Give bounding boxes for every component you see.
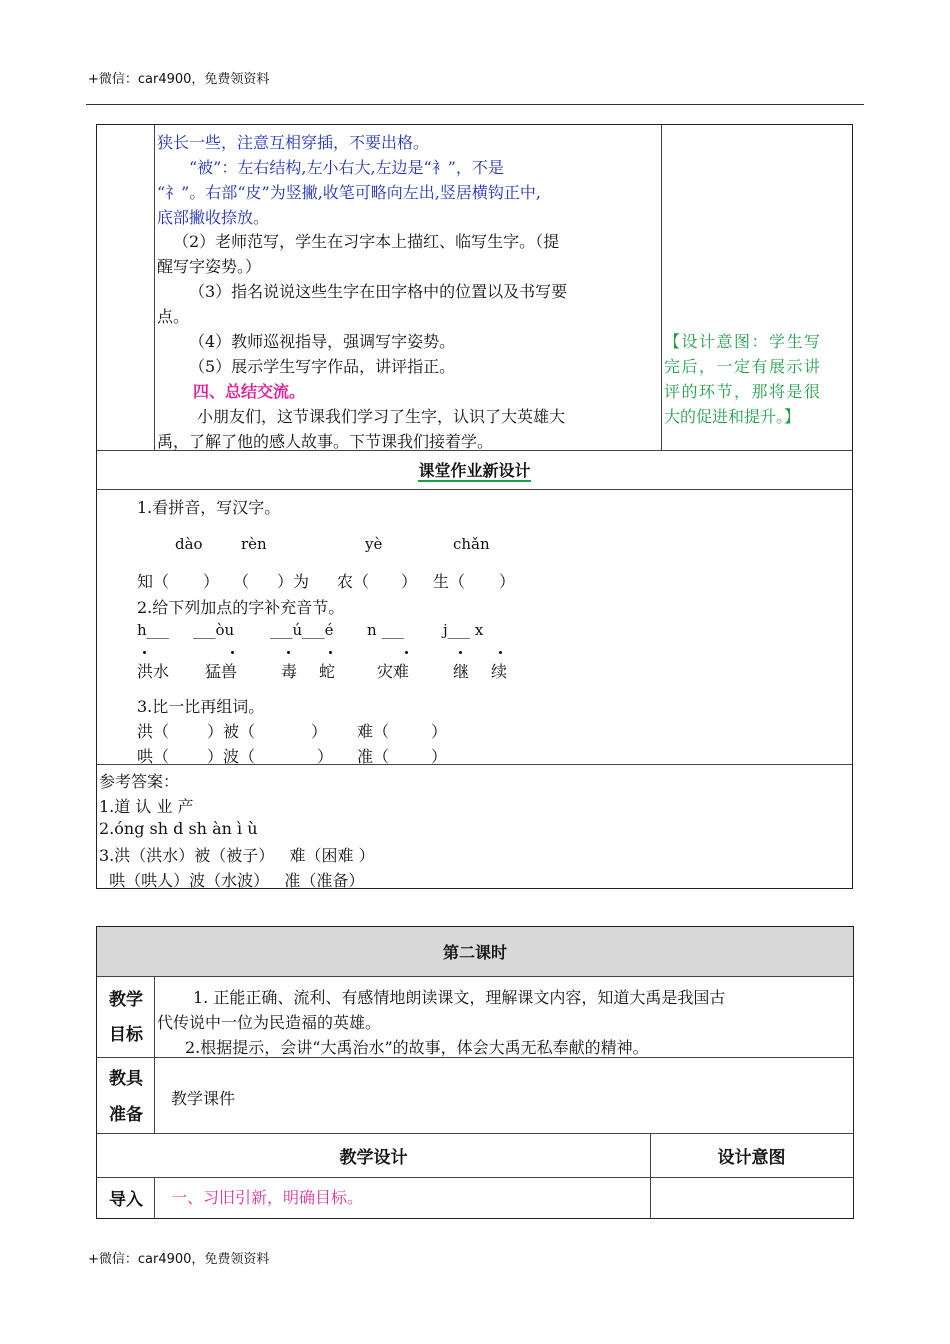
goal-text: 1. 正能正确、流利、有感情地朗读课文，理解课文内容，知道大禹是我国古 <box>193 988 726 1007</box>
design-intent-line: 【设计意图：学生写 <box>664 332 822 351</box>
row-divider <box>97 489 852 490</box>
column-divider <box>661 125 662 451</box>
compare-blank: 哄（ <box>137 747 170 766</box>
goal-label: 教学 <box>109 990 143 1010</box>
design-intent-line: 评的环节，那将是很 <box>664 382 822 401</box>
compare-blank: 难（ <box>357 722 390 741</box>
teaching-step: （4）教师巡视指导，强调写字姿势。 <box>189 332 456 351</box>
word-blank: 生（ <box>433 572 466 591</box>
word-blank: 农（ <box>337 572 370 591</box>
emphasis-dot <box>231 651 234 654</box>
page-header: +微信：car4900，免费领资料 <box>88 72 270 87</box>
summary-text: 小朋友们，这节课我们学习了生字，认识了大英雄大 <box>197 407 566 426</box>
dotted-word: 灾难 <box>377 662 410 681</box>
dotted-word: 蛇 <box>319 662 336 681</box>
compare-blank: 洪（ <box>137 722 170 741</box>
row-divider <box>97 976 853 977</box>
question-2-title: 2.给下列加点的字补充音节。 <box>137 598 345 617</box>
pinyin: yè <box>365 535 383 553</box>
teaching-step: （5）展示学生写字作品，讲评指正。 <box>189 357 456 376</box>
tools-text: 教学课件 <box>171 1089 236 1108</box>
design-intent-line: 大的促进和提升。】 <box>664 407 801 426</box>
compare-blank: ）被（ <box>207 722 256 741</box>
syllable-blank: ___òu <box>193 621 235 639</box>
compare-blank: ） <box>431 722 448 741</box>
dotted-word: 继 <box>453 662 470 681</box>
writing-note-line: “礻”。右部“皮”为竖撇,收笔可略向左出,竖居横钩正中, <box>157 183 541 202</box>
compare-blank: ）波（ <box>207 747 256 766</box>
dotted-word: 续 <box>491 662 508 681</box>
emphasis-dot <box>459 651 462 654</box>
teaching-step: 点。 <box>157 307 190 326</box>
answer-line: 3.洪（洪水）被（被子） 难（困难 ） <box>99 846 375 865</box>
dotted-word: 毒 <box>281 662 298 681</box>
emphasis-dot <box>143 651 146 654</box>
design-intent-line: 完后，一定有展示讲 <box>664 357 822 376</box>
lesson-title: 第二课时 <box>442 943 507 962</box>
word-blank: ） <box>203 572 220 591</box>
header-divider <box>86 104 864 105</box>
compare-blank: ） <box>431 747 448 766</box>
tools-label: 准备 <box>109 1105 143 1125</box>
section-heading: 四、总结交流。 <box>193 382 306 401</box>
column-header-intent: 设计意图 <box>717 1148 786 1168</box>
question-1-title: 1.看拼音，写汉字。 <box>137 498 281 517</box>
syllable-blank: n ___ <box>367 621 404 639</box>
syllable-blank: j___ x <box>443 621 484 639</box>
teaching-step: （3）指名说说这些生字在田字格中的位置以及书写要 <box>189 282 568 301</box>
answer-line: 哄（哄人）波（水波） 准（准备） <box>99 871 365 890</box>
dotted-word: 洪水 <box>137 662 170 681</box>
pinyin: dào <box>175 535 203 553</box>
teaching-step: 醒写字姿势。） <box>157 257 262 276</box>
writing-note-line: “被”：左右结构,左小右大,左边是“衤”，不是 <box>189 158 504 177</box>
word-blank: 知（ <box>137 572 170 591</box>
lesson-table-part1 <box>96 124 853 889</box>
homework-title: 课堂作业新设计 <box>418 461 531 480</box>
pinyin: rèn <box>241 535 267 553</box>
column-header-design: 教学设计 <box>339 1148 408 1168</box>
goal-text: 2.根据提示，会讲“大禹治水”的故事，体会大禹无私奉献的精神。 <box>185 1038 649 1057</box>
row-divider <box>97 1177 853 1178</box>
compare-blank: ） <box>317 747 334 766</box>
emphasis-dot <box>499 651 502 654</box>
column-divider <box>154 125 155 451</box>
intro-label: 导入 <box>109 1190 143 1210</box>
column-divider <box>154 976 155 1133</box>
teaching-step: （2）老师范写，学生在习字本上描红、临写生字。（提 <box>173 232 560 251</box>
question-3-title: 3.比一比再组词。 <box>137 697 265 716</box>
tools-label: 教具 <box>109 1069 143 1089</box>
word-blank: （ <box>233 572 250 591</box>
goal-label: 目标 <box>109 1025 143 1045</box>
answer-line: 2.óng sh d sh àn ì ù <box>99 819 258 838</box>
answers-title: 参考答案： <box>99 772 180 791</box>
dotted-word: 猛兽 <box>205 662 238 681</box>
summary-text: 禹，了解了他的感人故事。下节课我们接着学。 <box>157 432 494 451</box>
row-divider <box>97 1133 853 1134</box>
pinyin: chǎn <box>453 535 490 553</box>
compare-blank: 准（ <box>357 747 390 766</box>
emphasis-dot <box>329 651 332 654</box>
emphasis-dot <box>287 651 290 654</box>
intro-text: 一、习旧引新，明确目标。 <box>171 1188 364 1207</box>
emphasis-dot <box>405 651 408 654</box>
syllable-blank: ___ú___é <box>270 621 334 639</box>
word-blank: ） <box>401 572 418 591</box>
writing-note-line: 狭长一些，注意互相穿插，不要出格。 <box>157 133 430 152</box>
answer-line: 1.道 认 业 产 <box>99 797 194 816</box>
lesson-table-part2 <box>96 926 854 1219</box>
syllable-blank: h___ <box>137 621 170 639</box>
column-divider <box>154 1177 155 1219</box>
goal-text: 代传说中一位为民造福的英雄。 <box>157 1013 382 1032</box>
compare-blank: ） <box>311 722 328 741</box>
writing-note-line: 底部撇收捺放。 <box>157 208 270 227</box>
page-footer: +微信：car4900，免费领资料 <box>88 1252 270 1267</box>
word-blank: ） <box>499 572 516 591</box>
word-blank: ）为 <box>277 572 310 591</box>
